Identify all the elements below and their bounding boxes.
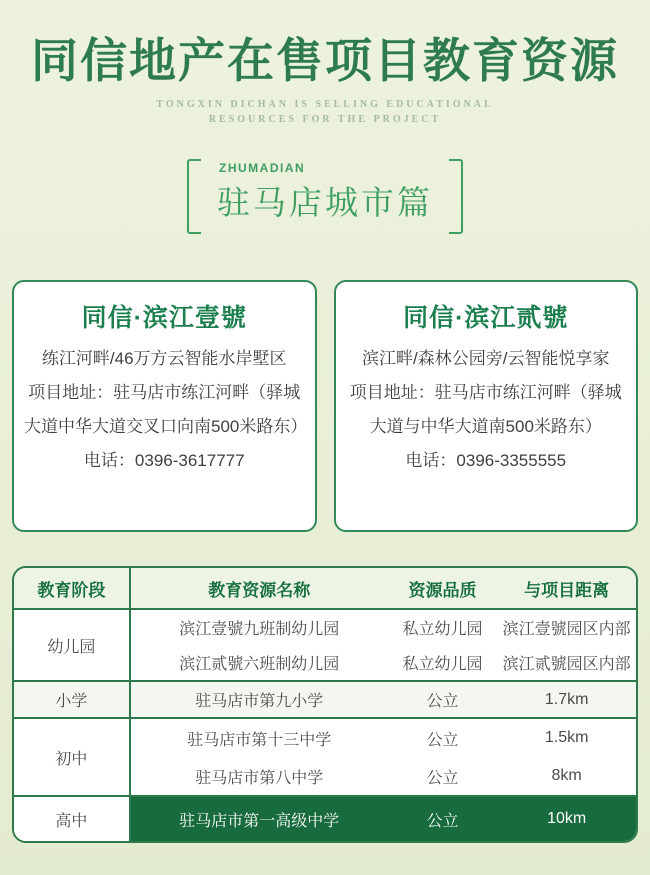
resource-name-cell: 驻马店市第九小学 <box>130 681 388 718</box>
table-header-row <box>14 568 636 609</box>
project-desc: 滨江畔/森林公园旁/云智能悦享家 <box>362 349 610 368</box>
city-name-en: ZHUMADIAN <box>219 161 306 175</box>
distance-cell: 1.7km <box>497 681 636 718</box>
table-row-highlighted <box>14 796 636 841</box>
table-row <box>14 718 636 757</box>
distance-cell: 1.5km <box>497 718 636 757</box>
project-address: 项目地址：驻马店市练江河畔（驿城大道与中华大道南500米路东） <box>349 383 622 436</box>
quality-cell: 公立 <box>388 681 497 718</box>
distance-cell: 8km <box>551 767 582 784</box>
quality-cell: 公立 <box>388 718 497 757</box>
quality-cell: 公立 <box>426 769 459 787</box>
quality-cell: 私立幼儿园 <box>388 609 497 645</box>
resource-name-cell: 驻马店市第八中学 <box>195 769 324 787</box>
stage-cell-senior-high: 高中 <box>14 796 130 841</box>
education-table <box>12 566 638 843</box>
resource-name-cell: 驻马店市第一高级中学 <box>130 796 388 841</box>
subtitle-line-1: TONGXIN DICHAN IS SELLING EDUCATIONAL <box>156 99 494 110</box>
project-card-binjiang-erhao <box>334 280 639 532</box>
city-badge-section <box>12 159 638 234</box>
stage-cell-primary: 小学 <box>14 681 130 718</box>
city-badge-label: 驻马店城市篇 <box>217 184 433 221</box>
project-cards <box>12 280 638 532</box>
project-address: 项目地址：驻马店市练江河畔（驿城大道中华大道交叉口向南500米路东） <box>24 383 308 436</box>
resource-name-cell: 滨江壹號九班制幼儿园 <box>130 609 388 645</box>
project-desc: 练江河畔/46万方云智能水岸墅区 <box>41 349 287 368</box>
right-bracket-icon <box>449 159 463 234</box>
col-header-stage: 教育阶段 <box>14 568 130 609</box>
quality-cell: 公立 <box>388 796 497 841</box>
project-phone: 电话：0396-3355555 <box>405 451 567 470</box>
header <box>12 0 638 125</box>
project-title: 同信·滨江壹號 <box>81 304 247 332</box>
quality-cell: 私立幼儿园 <box>402 656 483 673</box>
distance-cell: 滨江壹號园区内部 <box>497 609 636 645</box>
left-bracket-icon <box>187 159 201 234</box>
distance-cell: 滨江贰號园区内部 <box>502 656 631 673</box>
resource-name-cell: 驻马店市第十三中学 <box>130 718 388 757</box>
col-header-resource-name: 教育资源名称 <box>130 568 388 609</box>
col-header-quality: 资源品质 <box>388 568 497 609</box>
table-row <box>14 609 636 645</box>
city-badge <box>187 159 463 234</box>
subtitle-line-2: RESOURCES FOR THE PROJECT <box>208 114 442 125</box>
col-header-distance: 与项目距离 <box>497 568 636 609</box>
stage-cell-junior-middle: 初中 <box>14 718 130 796</box>
project-title: 同信·滨江贰號 <box>403 304 569 332</box>
table-row <box>14 681 636 718</box>
distance-cell: 10km <box>497 796 636 841</box>
project-card-binjiang-yihao <box>12 280 317 532</box>
page-title: 同信地产在售项目教育资源 <box>31 36 619 88</box>
project-phone: 电话：0396-3617777 <box>83 451 245 470</box>
stage-cell-kindergarten: 幼儿园 <box>14 609 130 681</box>
resource-name-cell: 滨江贰號六班制幼儿园 <box>179 656 340 673</box>
